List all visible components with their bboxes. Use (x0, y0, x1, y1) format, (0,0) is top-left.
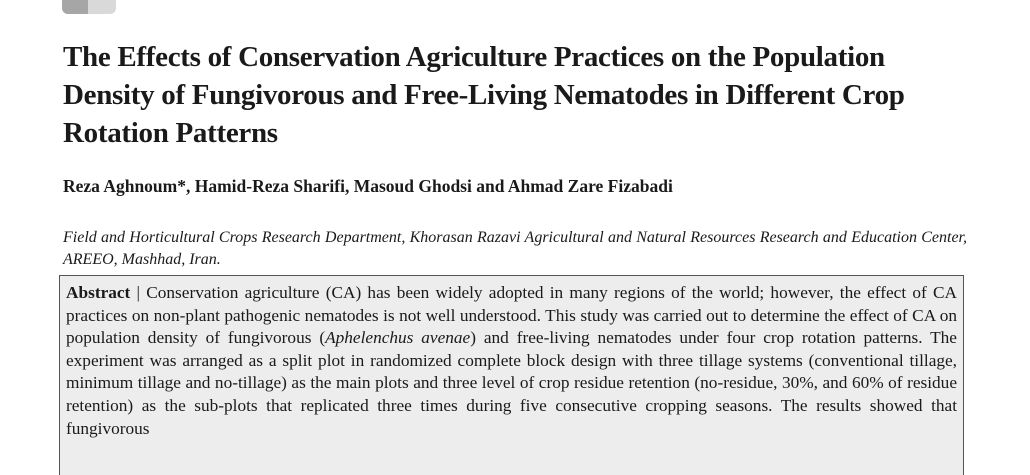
abstract-box (59, 275, 964, 475)
abstract-body-part-1: Conservation agriculture (CA) has been widely adopted in many regions of the world; however, the effect of CA practices on non-plant pathogenic nematodes is not well understood. This study was carried out to determine the effect of CA on population density of fungivorous ( (66, 283, 957, 348)
abstract-label: Abstract (66, 283, 131, 302)
page-corner-tab (62, 0, 116, 14)
paper-title: The Effects of Conservation Agriculture Practices on the Population Density of Fungivorous and Free-Living Nematodes in Different Crop Rotation Patterns (63, 41, 905, 149)
abstract-body-part-2: ) and free-living nematodes under four crop rotation patterns. The experiment was arranged as a split plot in randomized complete block design with three tillage systems (conventional tillage, minimum tillage and no-tillage) as the main plots and three level of crop residue retention (no-residue, 30%, and 60% of residue retention) as the sub-plots that replicated three times during five consecutive cropping seasons. The results showed that fungivorous (66, 328, 957, 438)
page-corner-tab-dark (62, 0, 88, 14)
abstract-species-name: Aphelenchus avenae (325, 328, 471, 348)
abstract-separator: | (130, 283, 147, 302)
paper-affiliation: Field and Horticultural Crops Research Department, Khorasan Razavi Agricultural and Natural Resources Research and Education Center, AREEO, Mashhad, Iran. (63, 229, 967, 268)
paper-authors: Reza Aghnoum*, Hamid-Reza Sharifi, Masoud Ghodsi and Ahmad Zare Fizabadi (63, 176, 673, 196)
abstract-text (66, 282, 957, 440)
